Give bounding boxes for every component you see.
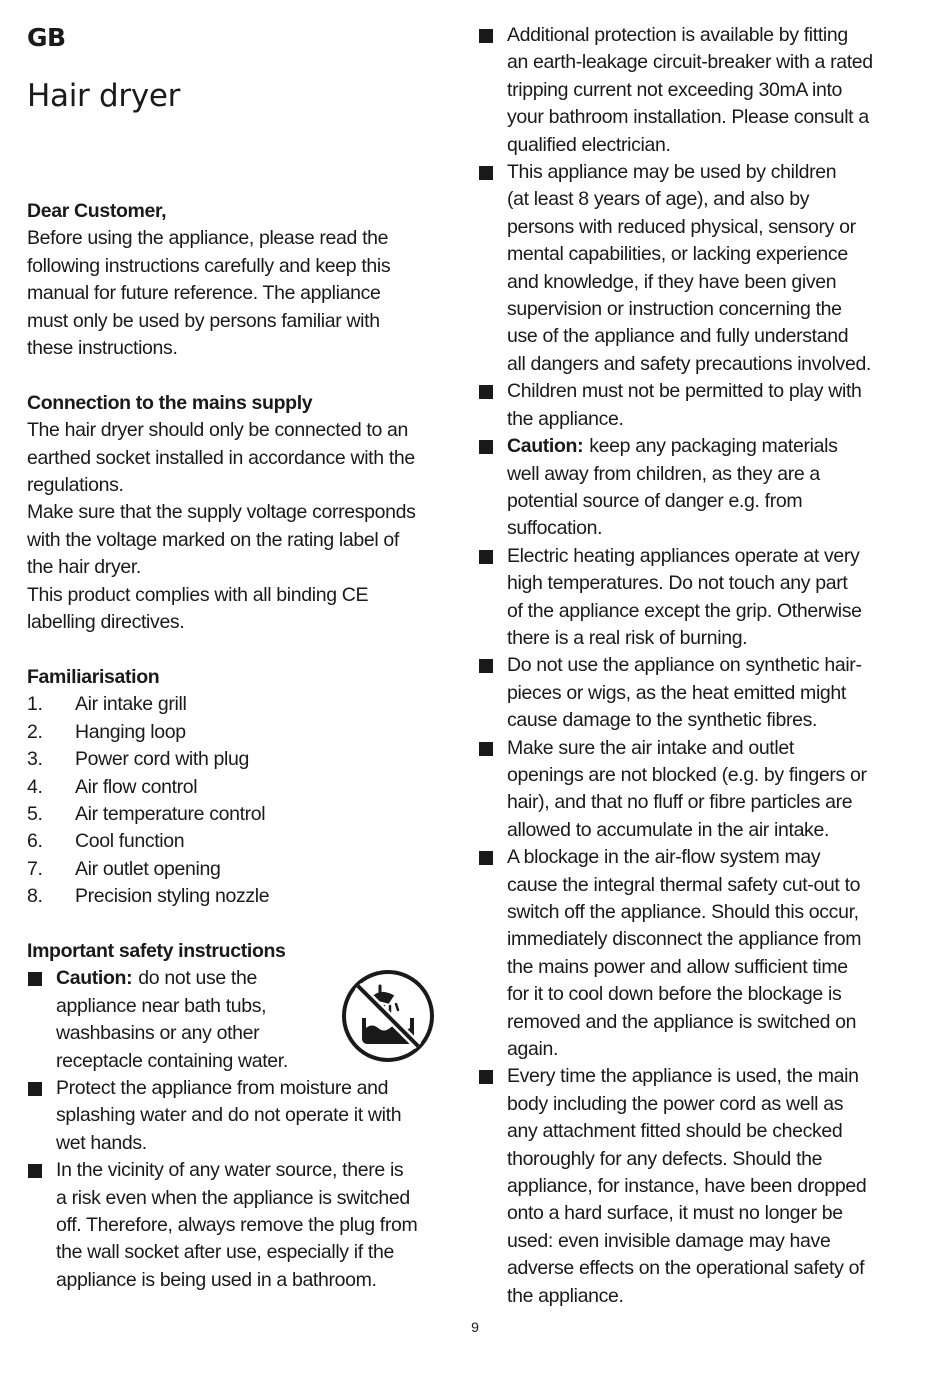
safety-item-line: a risk even when the appliance is switched [56, 1186, 410, 1209]
safety-item-line: thoroughly for any defects. Should the [507, 1147, 823, 1170]
safety-item [478, 159, 898, 378]
safety-item-line: and knowledge, if they have been given [507, 270, 837, 293]
safety-item-line: the wall socket after use, especially if the [56, 1241, 394, 1264]
safety-item-line: an earth-leakage circuit-breaker with a rated [507, 51, 873, 74]
safety-item-line: In the vicinity of any water source, there is [56, 1159, 404, 1182]
safety-item [478, 543, 898, 653]
safety-item-line: any attachment fitted should be checked [507, 1120, 843, 1143]
safety-item-text: keep any packaging materials [589, 435, 838, 458]
bullet-square-icon [28, 1082, 42, 1096]
list-item [27, 828, 442, 855]
text-line: manual for future reference. The appliance [27, 282, 381, 305]
safety-item-line: appliance, for instance, have been dropped [507, 1175, 867, 1198]
safety-item-line: Electric heating appliances operate at very [507, 544, 860, 567]
list-item [27, 883, 442, 910]
list-item-number: 6. [27, 830, 43, 853]
safety-item-line: Every time the appliance is used, the main [507, 1065, 859, 1088]
bullet-square-icon [479, 851, 493, 865]
list-item-number: 7. [27, 857, 43, 880]
bullet-square-icon [479, 166, 493, 180]
connection-heading: Connection to the mains supply [27, 391, 313, 414]
list-item-number: 5. [27, 802, 43, 825]
connection-text [27, 417, 442, 636]
safety-item-line: supervision or instruction concerning the [507, 298, 842, 321]
familiarisation-section [27, 664, 442, 911]
safety-item [478, 1063, 898, 1310]
no-shower-near-water-icon [340, 968, 436, 1064]
intro-heading: Dear Customer, [27, 200, 167, 222]
page-number: 9 [471, 1319, 479, 1335]
safety-item-line: the appliance. [507, 1284, 624, 1307]
bullet-square-icon [479, 440, 493, 454]
text-line: earthed socket installed in accordance with the [27, 446, 415, 469]
intro-section [27, 198, 442, 362]
caution-label: Caution: [507, 435, 584, 458]
safety-item-line: adverse effects on the operational safety of [507, 1257, 865, 1280]
list-item-number: 3. [27, 748, 43, 771]
safety-item-line: potential source of danger e.g. from [507, 489, 803, 512]
safety-item-line: Protect the appliance from moisture and [56, 1076, 389, 1099]
bullet-square-icon [479, 659, 493, 673]
right-column [478, 22, 898, 1310]
safety-item-line: washbasins or any other [56, 1022, 260, 1045]
list-item-number: 2. [27, 720, 43, 743]
safety-item [27, 1075, 442, 1157]
safety-item-line: immediately disconnect the appliance from [507, 928, 862, 951]
safety-item-line: for it to cool down before the blockage is [507, 983, 842, 1006]
list-item-number: 8. [27, 885, 43, 908]
safety-item-line: the mains power and allow sufficient time [507, 955, 848, 978]
text-line: the hair dryer. [27, 556, 141, 579]
intro-text [27, 225, 442, 362]
safety-item-line: persons with reduced physical, sensory or [507, 215, 856, 238]
text-line: these instructions. [27, 337, 178, 360]
safety-item-line: suffocation. [507, 517, 603, 540]
text-line: Before using the appliance, please read the [27, 227, 389, 250]
list-item [27, 801, 442, 828]
safety-item-line: allowed to accumulate in the air intake. [507, 818, 830, 841]
safety-item-line [56, 965, 322, 992]
text-line: This product complies with all binding CE [27, 583, 369, 606]
safety-item-line: qualified electrician. [507, 133, 671, 156]
safety-item-line: there is a real risk of burning. [507, 626, 748, 649]
safety-item-line: all dangers and safety precautions involved. [507, 352, 872, 375]
safety-item-line: This appliance may be used by children [507, 161, 837, 184]
bullet-square-icon [479, 385, 493, 399]
list-item-label: Air temperature control [75, 802, 266, 825]
list-item-label: Hanging loop [75, 720, 186, 743]
safety-item-line: splashing water and do not operate it with [56, 1104, 402, 1127]
safety-item-line: well away from children, as they are a [507, 462, 820, 485]
list-item-label: Power cord with plug [75, 748, 250, 771]
safety-item-line: body including the power cord as well as [507, 1092, 844, 1115]
connection-section [27, 390, 442, 637]
text-line: with the voltage marked on the rating label of [27, 528, 399, 551]
safety-item-line: your bathroom installation. Please consult a [507, 106, 869, 129]
list-item-label: Cool function [75, 830, 185, 853]
list-item-number: 4. [27, 775, 43, 798]
list-item [27, 774, 442, 801]
list-item-label: Precision styling nozzle [75, 885, 270, 908]
safety-item-line: the appliance. [507, 407, 624, 430]
safety-item-line: used: even invisible damage may have [507, 1229, 831, 1252]
safety-item-line: wet hands. [56, 1131, 147, 1154]
bullet-square-icon [479, 1070, 493, 1084]
list-item-number: 1. [27, 693, 43, 716]
safety-list-right [478, 22, 898, 1310]
list-item [27, 719, 442, 746]
safety-item-line: Make sure the air intake and outlet [507, 736, 794, 759]
safety-item-line: cause damage to the synthetic fibres. [507, 709, 818, 732]
text-line: following instructions carefully and keep this [27, 254, 391, 277]
text-line: regulations. [27, 474, 124, 497]
list-item-label: Air outlet opening [75, 857, 221, 880]
left-column [27, 22, 442, 1294]
bullet-square-icon [28, 1164, 42, 1178]
safety-item-line: openings are not blocked (e.g. by fingers or [507, 763, 867, 786]
language-code: GB [27, 23, 66, 52]
safety-item-line: appliance is being used in a bathroom. [56, 1268, 377, 1291]
safety-item [478, 378, 898, 433]
safety-item-line: A blockage in the air-flow system may [507, 846, 821, 869]
list-item-label: Air intake grill [75, 693, 187, 716]
safety-item-line: use of the appliance and fully understand [507, 325, 849, 348]
text-line: Make sure that the supply voltage corresponds [27, 501, 416, 524]
safety-item-line: cause the integral thermal safety cut-out to [507, 873, 861, 896]
list-item [27, 856, 442, 883]
list-item-label: Air flow control [75, 775, 198, 798]
safety-item-line: Additional protection is available by fitting [507, 24, 848, 46]
safety-item-line: Do not use the appliance on synthetic hair- [507, 654, 862, 677]
text-line: must only be used by persons familiar with [27, 309, 380, 332]
safety-item-line: again. [507, 1038, 559, 1061]
safety-item-line: onto a hard surface, it must no longer be [507, 1202, 843, 1225]
bullet-square-icon [479, 742, 493, 756]
caution-label: Caution: [56, 967, 133, 990]
safety-item-text: do not use the [138, 967, 257, 990]
safety-item-line: switch off the appliance. Should this occur, [507, 901, 859, 923]
safety-item-line: (at least 8 years of age), and also by [507, 188, 810, 211]
safety-item-line: appliance near bath tubs, [56, 994, 267, 1017]
list-item [27, 746, 442, 773]
safety-item-line: receptacle containing water. [56, 1049, 288, 1072]
safety-item-line: tripping current not exceeding 30mA into [507, 78, 843, 101]
safety-item [27, 1157, 442, 1294]
safety-item [478, 735, 898, 845]
safety-item [478, 433, 898, 543]
familiarisation-list [27, 691, 442, 910]
safety-item-line [507, 433, 898, 460]
text-line: labelling directives. [27, 611, 185, 634]
safety-heading: Important safety instructions [27, 939, 286, 962]
safety-item [478, 652, 898, 734]
bullet-square-icon [479, 29, 493, 43]
safety-item-line: of the appliance except the grip. Otherwise [507, 599, 862, 622]
bullet-square-icon [479, 550, 493, 564]
bullet-square-icon [28, 972, 42, 986]
safety-item [478, 22, 898, 159]
familiarisation-heading: Familiarisation [27, 665, 160, 688]
list-item [27, 691, 442, 718]
page-title: Hair dryer [27, 78, 181, 114]
safety-item-line: hair), and that no fluff or fibre particles are [507, 791, 853, 814]
safety-item-line: Children must not be permitted to play with [507, 380, 862, 403]
safety-item-line: pieces or wigs, as the heat emitted might [507, 681, 846, 704]
safety-item-line: removed and the appliance is switched on [507, 1010, 857, 1033]
safety-item-line: high temperatures. Do not touch any part [507, 572, 848, 595]
safety-item [478, 844, 898, 1063]
safety-item-line: mental capabilities, or lacking experience [507, 243, 848, 266]
safety-item-line: off. Therefore, always remove the plug from [56, 1213, 418, 1236]
text-line: The hair dryer should only be connected to an [27, 419, 409, 442]
